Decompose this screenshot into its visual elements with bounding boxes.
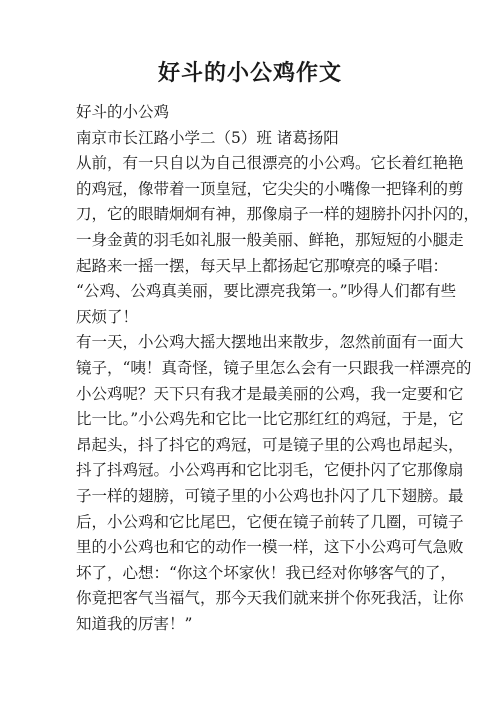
paragraph-line: 知道我的厉害！” (76, 614, 193, 633)
essay-subtitle: 好斗的小公鸡 (76, 103, 170, 121)
paragraph-line: 比一比。”小公鸡先和它比一比它那红红的鸡冠，于是，它 (76, 410, 464, 429)
paragraph-line: “公鸡、公鸡真美丽，要比漂亮我第一。”吵得人们都有些 (76, 282, 457, 301)
paragraph-line: 刀，它的眼睛炯炯有神，那像扇子一样的翅膀扑闪扑闪的， (76, 205, 480, 224)
paragraph-line: 一身金黄的羽毛如礼服一般美丽、鲜艳，那短短的小腿走 (76, 230, 464, 249)
paragraph-line: 镜子，“咦！真奇怪，镜子里怎么会有一只跟我一样漂亮的 (76, 358, 472, 377)
document-title: 好斗的小公鸡作文 (157, 60, 342, 86)
paragraph-line: 子一样的翅膀，可镜子里的小公鸡也扑闪了几下翅膀。最 (76, 486, 464, 505)
paragraph-line: 里的小公鸡也和它的动作一模一样，这下小公鸡可气急败 (76, 538, 464, 557)
paragraph-line: 你竟把客气当福气，那今天我们就来拼个你死我活，让你 (76, 589, 464, 608)
author-byline: 南京市长江路小学二（5）班 诸葛扬阳 (76, 128, 339, 147)
paragraph-line: 厌烦了！ (76, 307, 139, 326)
document-body (76, 100, 480, 637)
paragraph-line: 小公鸡呢？天下只有我才是最美丽的公鸡，我一定要和它 (76, 384, 464, 403)
paragraph-line: 昂起头，抖了抖它的鸡冠，可是镜子里的公鸡也昂起头， (76, 435, 464, 454)
paragraph-line: 有一天，小公鸡大摇大摆地出来散步，忽然前面有一面大 (76, 333, 464, 352)
paragraph-line: 坏了，心想：“你这个坏家伙！我已经对你够客气的了， (76, 563, 456, 582)
paragraph-line: 的鸡冠，像带着一顶皇冠，它尖尖的小嘴像一把锋利的剪 (76, 179, 464, 198)
paragraph-line: 抖了抖鸡冠。小公鸡再和它比羽毛，它便扑闪了它那像扇 (76, 461, 464, 480)
paragraph-line: 后，小公鸡和它比尾巴，它便在镜子前转了几圈，可镜子 (76, 512, 464, 531)
paragraph-line: 起路来一摇一摆，每天早上都扬起它那嘹亮的嗓子唱： (76, 256, 449, 275)
paragraph-line: 从前，有一只自以为自己很漂亮的小公鸡。它长着红艳艳 (76, 154, 464, 173)
